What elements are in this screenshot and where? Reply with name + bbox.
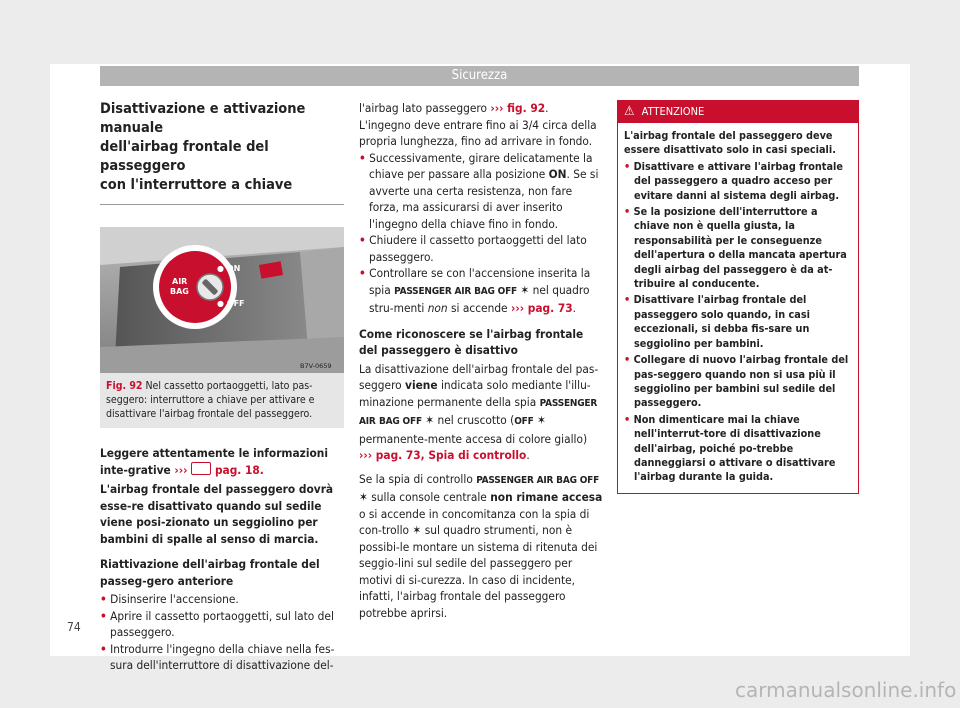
svg-text:● ON: ● ON (217, 264, 241, 273)
svg-text:● OFF: ● OFF (217, 299, 245, 308)
paragraph: La disattivazione dell'airbag frontale del pas-seggero viene indicata solo mediante l'illu-minazione permanente della spia PASSENGER AIR BAG OFF ✶ nel cruscotto (OFF ✶ permanente-mente accesa di colore giallo) ››› pag. 73, Spia di controllo. (359, 361, 599, 462)
list-item: • Aprire il cassetto portaoggetti, sul lato del passeggero. (100, 608, 334, 639)
warning-item: • Disattivare e attivare l'airbag frontale del passeggero a quadro acceso per evitare danni al sistema degli airbag. (624, 159, 843, 202)
warning-body (618, 123, 858, 493)
glovebox-illustration (100, 227, 344, 373)
section-heading (100, 100, 344, 195)
airbag-off-icon: ✶ (536, 413, 546, 427)
warning-title: ATTENZIONE (641, 105, 705, 118)
warning-header (618, 101, 858, 123)
paragraph: l'airbag lato passeggero ››› fig. 92. L'ingegno deve entrare fino ai 3/4 circa della propria lunghezza, fino ad arrivare in fondo. (359, 101, 597, 148)
middle-column (359, 100, 603, 621)
heading-line-3: con l'interruttore a chiave (100, 177, 293, 193)
caption-text: Nel cassetto portaoggetti, lato pas-seggero: interruttore a chiave per attivare e disattivare l'airbag frontale del passeggero. (106, 380, 315, 420)
svg-text:AIR: AIR (172, 277, 188, 286)
left-column (100, 100, 344, 674)
read-note: Leggere attentamente le informazioni inte-grative ››› pag. 18. (100, 446, 328, 477)
page-link[interactable]: pag. 18. (214, 462, 264, 477)
list-item: • Controllare se con l'accensione inserita la spia PASSENGER AIR BAG OFF ✶ nel quadro stru-menti non si accende ››› pag. 73. (359, 266, 591, 315)
subheading-recognition: Come riconoscere se l'airbag frontale del passeggero è disattivo (359, 326, 584, 357)
figure-92-image (100, 227, 344, 373)
list-item: • Successivamente, girare delicatamente la chiave per passare alla posizione ON. Se si avverte una certa resistenza, non fare forza, ma assicurarsi di aver inserito l'ingegno della chiave fino in fondo. (359, 150, 599, 231)
warning-item: • Non dimenticare mai la chiave nell'interrut-tore di disattivazione dell'airbag, poiché po-trebbe danneggiarsi o attivare o disattivare l'airbag durante la guida. (624, 412, 836, 484)
figure-code: B7V-0659 (300, 362, 332, 370)
passenger-airbag-off-label: PASSENGER AIR BAG OFF (394, 285, 517, 297)
warning-item: • Collegare di nuovo l'airbag frontale del pas-seggero quando non si usa più il seggiolino per bambini sul sedile del passeggero. (624, 353, 849, 410)
airbag-warning-icon: ✶ (412, 523, 422, 537)
page-number: 74 (67, 620, 81, 634)
subheading-reactivation: Riattivazione dell'airbag frontale del passeg-gero anteriore (100, 557, 320, 588)
warning-intro: L'airbag frontale del passeggero deve essere disattivato solo in casi speciali. (624, 129, 836, 157)
heading-line-1: Disattivazione e attivazione manuale (100, 101, 306, 136)
warning-item: • Se la posizione dell'interruttore a chiave non è quella giusta, la responsabilità per le conseguenze dell'apertura o della mancata apertura degli airbag del passeggero è da at-tribuire al conducente. (624, 205, 847, 291)
section-title: Sicurezza (451, 68, 508, 83)
airbag-off-icon: ✶ (425, 413, 435, 427)
list-item: • Introdurre l'ingegno della chiave nella fes-sura dell'interruttore di disattivazione del- (100, 641, 335, 672)
svg-text:BAG: BAG (170, 287, 189, 296)
heading-line-2: dell'airbag frontale del passeggero (100, 139, 269, 174)
list-item: • Disinserire l'accensione. (100, 592, 239, 606)
warning-item: • Disattivare l'airbag frontale del passeggero solo quando, in casi eccezionali, si debba fis-sare un seggiolino per bambini. (624, 293, 810, 350)
warning-triangle-icon: ⚠ (624, 104, 635, 119)
warning-box (617, 100, 859, 494)
watermark-text: carmanualsonline.info (735, 678, 957, 702)
list-item: • Chiudere il cassetto portaoggetti del lato passeggero. (359, 233, 587, 264)
page-link[interactable]: ››› pag. 73 (510, 301, 573, 315)
airbag-off-icon: ✶ (520, 282, 530, 297)
section-header (100, 66, 859, 86)
paragraph: Se la spia di controllo PASSENGER AIR BAG OFF ✶ sulla console centrale non rimane accesa o si accende in concomitanza con la spia di con-trollo ✶ sul quadro strumenti, non è possibi-le montare un sistema di ritenuta dei seggio-lini sul sedile del passeggero per motivi di si-curezza. In caso di incidente, infatti, l'airbag frontale del passeggero potrebbe aprirsi. (359, 471, 603, 620)
bold-warning-para: L'airbag frontale del passeggero dovrà esse-re disattivato quando sul sedile viene posi-zionato un seggiolino per bambini di spalle al senso di marcia. (100, 482, 334, 546)
figure-link[interactable]: ››› fig. 92 (490, 101, 546, 115)
airbag-off-icon: ✶ (359, 490, 368, 504)
heading-divider (100, 204, 344, 205)
page-link[interactable]: ››› pag. 73, Spia di controllo (359, 448, 527, 462)
book-icon (191, 462, 211, 475)
right-column (617, 100, 859, 494)
figure-caption (100, 373, 344, 428)
figure-number: Fig. 92 (106, 380, 143, 392)
